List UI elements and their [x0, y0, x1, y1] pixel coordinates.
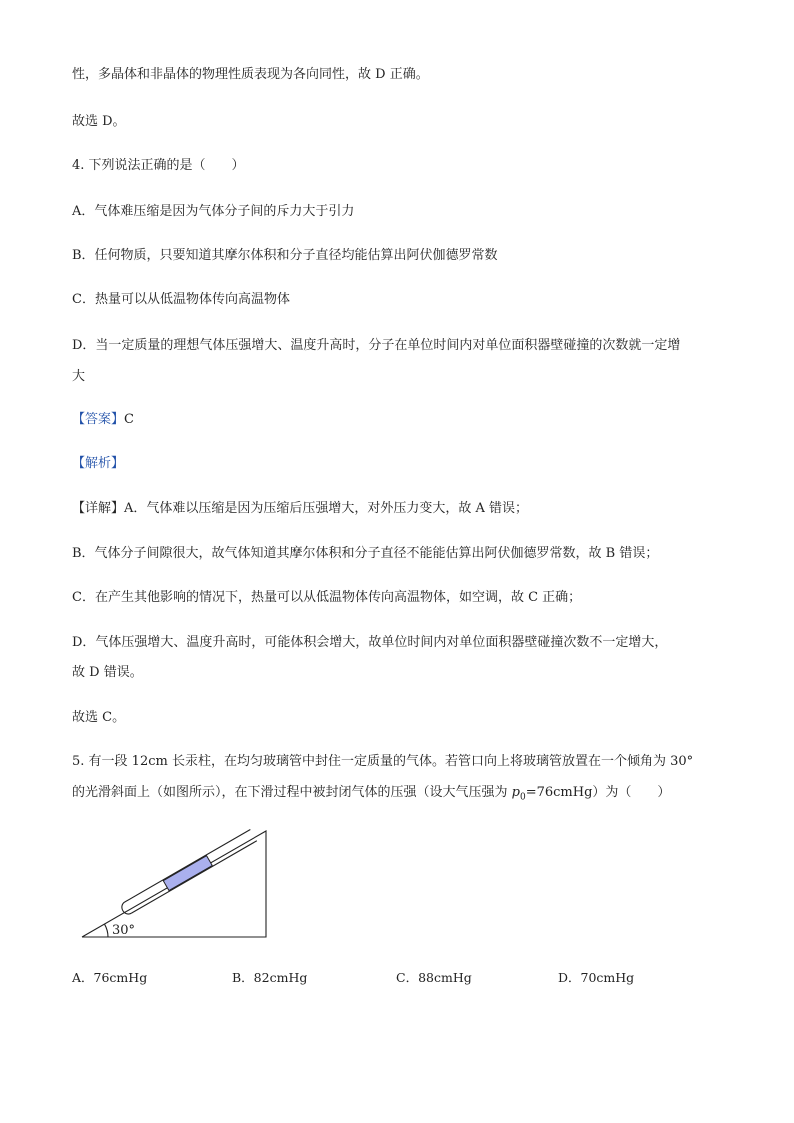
analysis-line [72, 455, 124, 473]
detail-line [72, 500, 528, 518]
question-4-option-d: D．当一定质量的理想气体压强增大、温度升高时，分子在单位时间内对单位面积器壁碰撞的次数就一定增 [72, 338, 681, 353]
question-5-option-a: A．76cmHg [72, 970, 148, 985]
pressure-symbol: p [511, 785, 520, 800]
explanation-a: A．气体难以压缩是因为压缩后压强增大，对外压力变大，故 A 错误； [124, 501, 529, 516]
angle-arc [105, 924, 108, 937]
detail-tag: 【详解】 [72, 501, 125, 516]
text-line: 故选 D。 [72, 114, 126, 129]
explanation-conclusion: 故选 C。 [72, 710, 126, 725]
question-4-option-c: C．热量可以从低温物体传向高温物体 [72, 292, 290, 307]
analysis-tag: 【解析】 [72, 456, 125, 471]
explanation-b: B．气体分子间隙很大，故气体知道其摩尔体积和分子直径不能能估算出阿伏伽德罗常数，故 B 错误； [72, 546, 659, 561]
question-5-option-c: C．88cmHg [396, 970, 472, 985]
question-5-option-b: B．82cmHg [232, 970, 308, 985]
pressure-subscript: 0 [519, 792, 526, 803]
question-4-option-a: A．气体难压缩是因为气体分子间的斥力大于引力 [72, 204, 355, 219]
question-4-option-d-cont: 大 [72, 369, 86, 384]
answer-line [72, 411, 134, 429]
explanation-d-cont: 故 D 错误。 [72, 665, 143, 680]
mercury-column [163, 856, 212, 891]
answer-tag: 【答案】 [72, 412, 125, 427]
explanation-c: C．在产生其他影响的情况下，热量可以从低温物体传向高温物体，如空调，故 C 正确； [72, 590, 582, 605]
question-4-stem: 4. 下列说法正确的是（ ） [72, 158, 245, 173]
question-5-stem: 5. 有一段 12cm 长汞柱，在均匀玻璃管中封住一定质量的气体。若管口向上将玻璃管放置在一个倾角为 30° [72, 754, 694, 769]
incline-diagram [78, 826, 278, 944]
question-5-stem-cont: 的光滑斜面上（如图所示），在下滑过程中被封闭气体的压强（设大气压强为 $p_0=76cmHg$）为（ ） [72, 785, 671, 803]
text-line: 性，多晶体和非晶体的物理性质表现为各向同性，故 D 正确。 [72, 67, 429, 82]
angle-label: 30° [112, 923, 136, 938]
question-4-option-b: B．任何物质，只要知道其摩尔体积和分子直径均能估算出阿伏伽德罗常数 [72, 248, 498, 263]
question-5-option-d: D．70cmHg [558, 970, 635, 985]
explanation-d: D．气体压强增大、温度升高时，可能体积会增大，故单位时间内对单位面积器壁碰撞次数不一定增大， [72, 635, 668, 650]
answer-value: C [124, 412, 134, 427]
